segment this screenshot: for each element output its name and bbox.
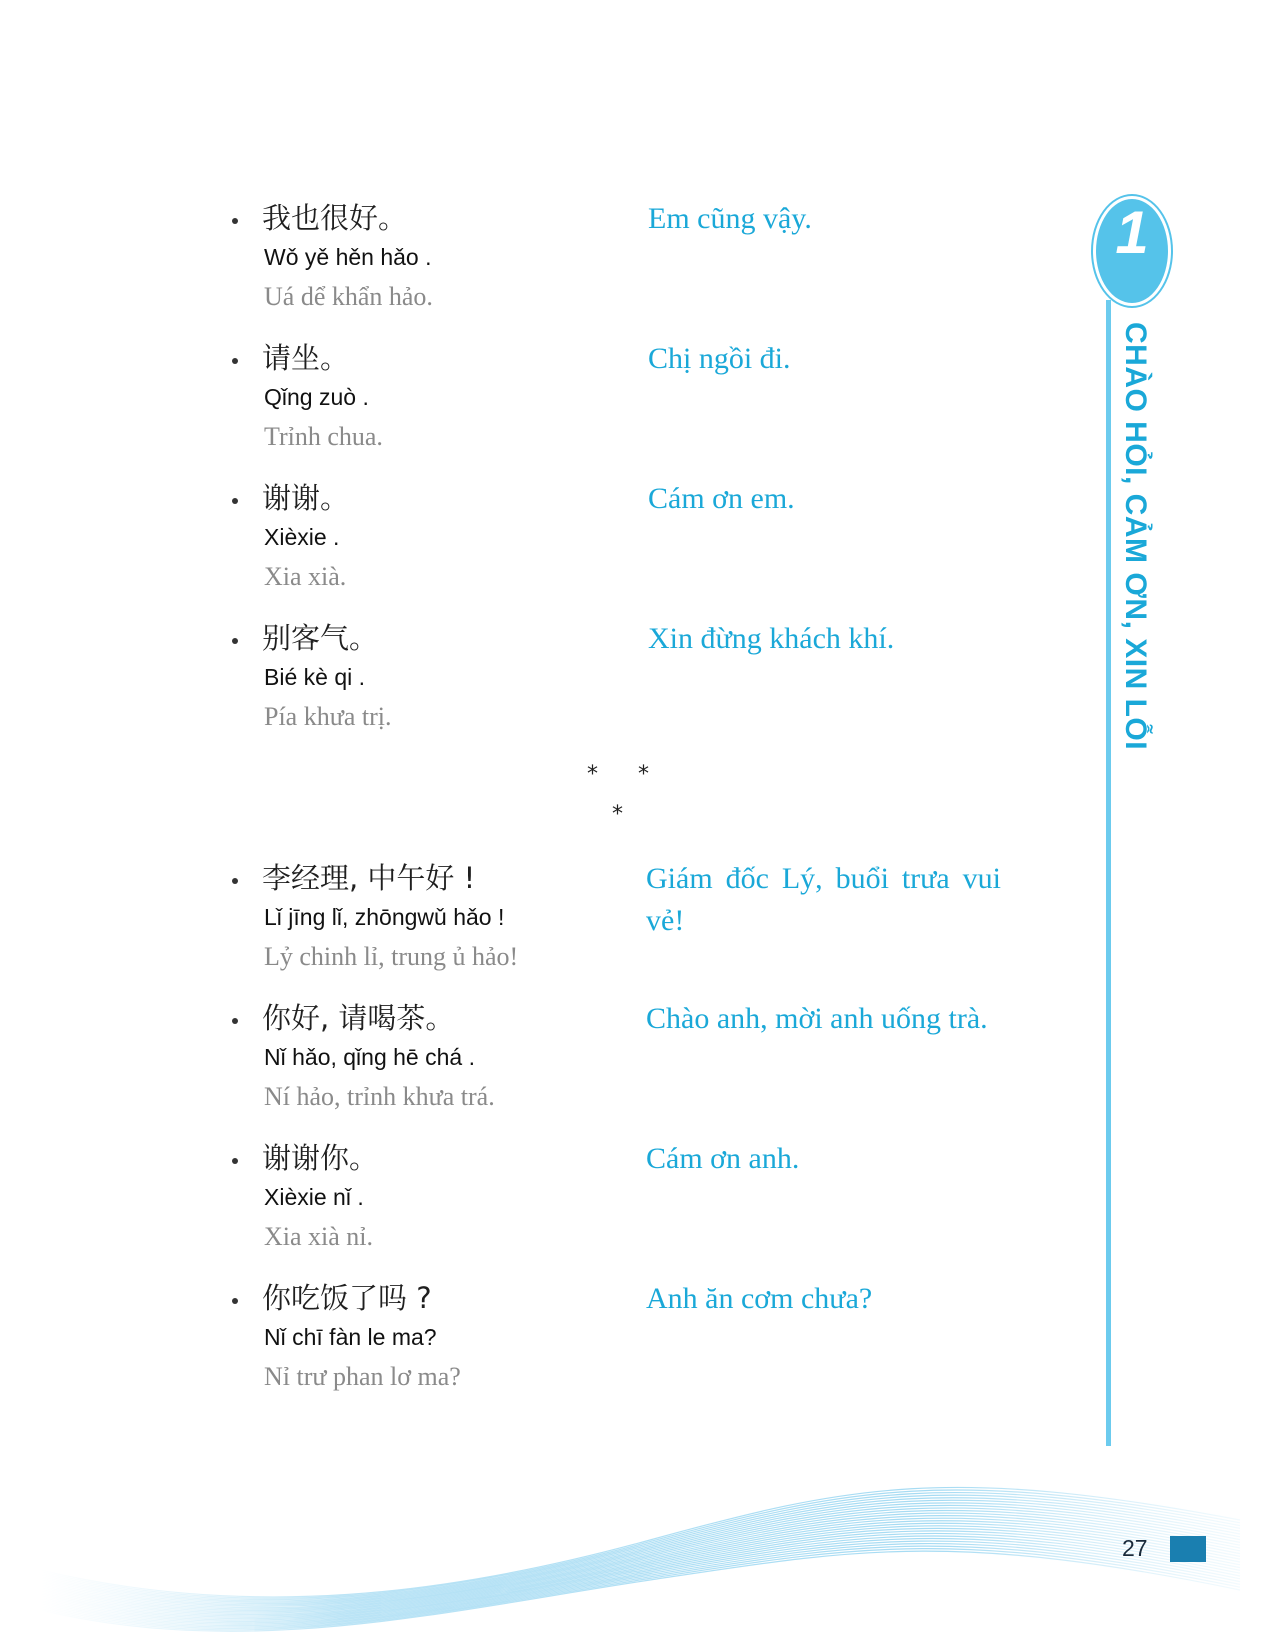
bullet — [232, 218, 238, 224]
phrase-entry — [0, 1280, 1275, 1400]
translation-text: Em cũng vậy. — [648, 202, 812, 235]
page-number-bar — [1170, 1536, 1206, 1562]
phrase-entry — [0, 340, 1275, 460]
phonetic-text: Pía khưa trị. — [264, 702, 392, 731]
chapter-number: 1 — [1115, 199, 1149, 266]
pinyin-text: Nǐ hǎo, qǐng hē chá . — [264, 1044, 475, 1070]
chinese-text: 你吃饭了吗 ? — [262, 1281, 432, 1315]
pinyin-text: Wǒ yě hěn hǎo . — [264, 244, 432, 270]
wave-decoration — [0, 1420, 1275, 1650]
translation-text: Cám ơn em. — [648, 482, 795, 515]
pinyin-text: Xièxie . — [264, 524, 340, 550]
separator-star: * — [587, 762, 598, 787]
bullet — [232, 358, 238, 364]
chinese-text: 谢谢你。 — [262, 1141, 379, 1175]
chapter-title: CHÀO HỎI, CẢM ƠN, XIN LỖI — [1119, 322, 1152, 751]
phrase-entry — [0, 620, 1275, 740]
chinese-text: 别客气。 — [262, 621, 379, 655]
translation-text: Giám đốc Lý, buổi trưa vui vẻ! — [646, 862, 1001, 937]
phonetic-text: Xia xià nỉ. — [264, 1222, 374, 1251]
phrase-entry — [0, 1000, 1275, 1120]
bullet — [232, 878, 238, 884]
bullet — [232, 1298, 238, 1304]
chinese-text: 谢谢。 — [262, 481, 350, 515]
separator-star: * — [638, 762, 649, 787]
bullet — [232, 638, 238, 644]
pinyin-text: Xièxie nǐ . — [264, 1184, 364, 1210]
pinyin-text: Qǐng zuò . — [264, 384, 369, 410]
bullet — [232, 498, 238, 504]
translation-text: Anh ăn cơm chưa? — [646, 1282, 873, 1315]
bullet — [232, 1018, 238, 1024]
phrase-entry — [0, 200, 1275, 320]
chinese-text: 请坐。 — [262, 341, 350, 375]
phonetic-text: Trỉnh chua. — [264, 422, 383, 451]
translation-text: Cám ơn anh. — [646, 1142, 800, 1175]
phrase-entry — [0, 480, 1275, 600]
pinyin-text: Nǐ chī fàn le ma? — [264, 1324, 437, 1350]
separator-star: * — [612, 802, 623, 827]
phonetic-text: Xia xià. — [264, 562, 347, 591]
chapter-rule — [1106, 300, 1111, 1446]
phonetic-text: Nỉ trư phan lơ ma? — [264, 1362, 461, 1391]
phrase-entry — [0, 1140, 1275, 1260]
phrase-entry — [0, 860, 1275, 980]
bullet — [232, 1158, 238, 1164]
chinese-text: 你好, 请喝茶。 — [262, 1001, 455, 1035]
pinyin-text: Bié kè qi . — [264, 664, 365, 690]
phonetic-text: Ní hảo, trỉnh khưa trá. — [264, 1082, 495, 1111]
translation-text: Chào anh, mời anh uống trà. — [646, 1002, 988, 1035]
translation-text: Chị ngồi đi. — [648, 342, 791, 375]
phonetic-text: Lỷ chinh lỉ, trung ủ hảo! — [264, 942, 519, 971]
translation-text: Xin đừng khách khí. — [648, 622, 895, 655]
wave-line — [40, 1505, 1240, 1606]
pinyin-text: Lǐ jīng lǐ, zhōngwǔ hǎo ! — [264, 904, 505, 930]
phonetic-text: Uá dể khẩn hảo. — [264, 282, 433, 311]
page-number: 27 — [1122, 1535, 1148, 1561]
chinese-text: 我也很好。 — [262, 201, 408, 235]
chinese-text: 李经理, 中午好 ! — [262, 861, 476, 895]
